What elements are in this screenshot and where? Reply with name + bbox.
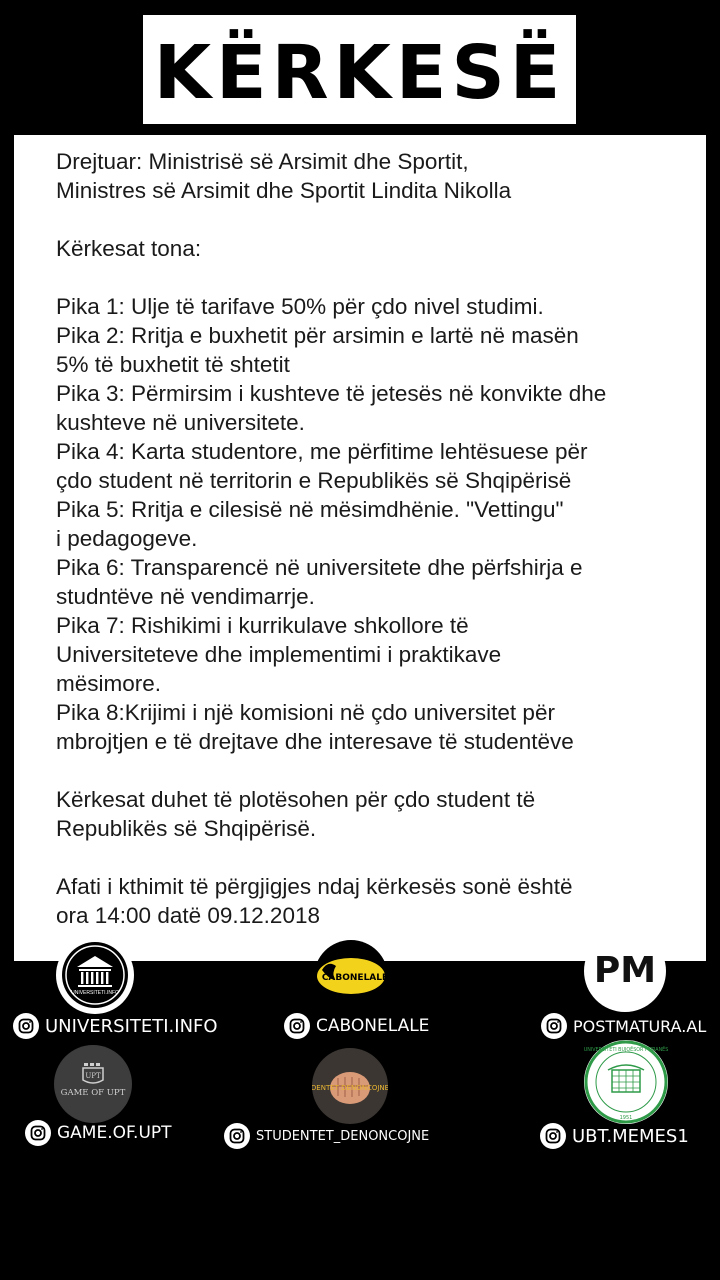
ubt-logo <box>584 1040 668 1124</box>
closing-line: Republikës së Shqipërisë. <box>56 816 317 841</box>
handle-label: GAME.OF.UPT <box>57 1123 172 1143</box>
handle-label: POSTMATURA.AL <box>573 1016 707 1036</box>
point-6-line: Pika 6: Transparencë në universitete dhe përfshirja e <box>56 555 583 580</box>
game-of-upt-logo-text: GAME OF UPT <box>60 1088 126 1098</box>
handle-label: UBT.MEMES1 <box>572 1125 689 1147</box>
handle-label: UNIVERSITETI.INFO <box>45 1015 218 1037</box>
point-4-line: çdo student në territorin e Republikës së Shqipërisë <box>56 468 572 493</box>
intro-line: Kërkesat tona: <box>56 236 202 261</box>
game-of-upt-shield-text: UPT <box>85 1072 101 1080</box>
letter-body <box>14 135 706 961</box>
handle-studentet-denoncojne[interactable] <box>224 1123 429 1149</box>
universiteti-logo-text: UNIVERSITETI.INFO <box>71 990 119 996</box>
instagram-icon <box>540 1123 566 1149</box>
postmatura-logo <box>584 930 666 1012</box>
point-3-line: kushteve në universitete. <box>56 410 305 435</box>
deadline-line: Afati i kthimit të përgjigjes ndaj kërkesës sonë është <box>56 874 573 899</box>
cabonelale-logo-text: CABONELALE <box>321 973 388 983</box>
point-2-line: 5% të buxhetit të shtetit <box>56 352 290 377</box>
point-7-line: Pika 7: Rishikimi i kurrikulave shkollore të <box>56 613 469 638</box>
title-banner <box>143 15 576 124</box>
game-of-upt-logo <box>54 1045 132 1123</box>
handle-ubt-memes[interactable] <box>540 1123 689 1149</box>
handle-game-of-upt[interactable] <box>25 1120 172 1146</box>
universiteti-info-logo <box>56 936 134 1014</box>
instagram-icon <box>224 1123 250 1149</box>
studentet-denoncojne-logo <box>312 1048 388 1124</box>
handle-cabonelale[interactable] <box>284 1013 429 1039</box>
cabonelale-logo <box>314 940 388 1014</box>
point-7-line: Universiteteve dhe implementimi i praktikave <box>56 642 502 667</box>
instagram-icon <box>13 1013 39 1039</box>
point-8-line: Pika 8:Krijimi i një komisioni në çdo universitet për <box>56 700 555 725</box>
handle-label: CABONELALE <box>316 1016 430 1036</box>
ubt-logo-text: UNIVERSITETI BUJQËSOR I TIRANËS <box>584 1048 668 1053</box>
instagram-icon <box>541 1013 567 1039</box>
instagram-icon <box>25 1120 51 1146</box>
point-7-line: mësimore. <box>56 671 162 696</box>
ubt-logo-year: 1951 <box>619 1115 633 1121</box>
point-8-line: mbrojtjen e të drejtave dhe interesave të studentëve <box>56 729 574 754</box>
handle-postmatura[interactable] <box>541 1013 706 1039</box>
handle-universiteti-info[interactable] <box>13 1013 218 1039</box>
point-3-line: Pika 3: Përmirsim i kushteve të jetesës në konvikte dhe <box>56 381 607 406</box>
page-title: KËRKESË <box>153 29 566 116</box>
point-2-line: Pika 2: Rritja e buxhetit për arsimin e lartë në masën <box>56 323 579 348</box>
point-5-line: i pedagogeve. <box>56 526 198 551</box>
closing-line: Kërkesat duhet të plotësohen për çdo student të <box>56 787 536 812</box>
handle-label: STUDENTET_DENONCOJNE <box>256 1128 430 1144</box>
postmatura-logo-text: PM <box>593 950 657 991</box>
instagram-icon <box>284 1013 310 1039</box>
point-4-line: Pika 4: Karta studentore, me përfitime lehtësuese për <box>56 439 588 464</box>
address-line: Drejtuar: Ministrisë së Arsimit dhe Sportit, <box>56 149 469 174</box>
point-1-line: Pika 1: Ulje të tarifave 50% për çdo nivel studimi. <box>56 294 544 319</box>
deadline-line: ora 14:00 datë 09.12.2018 <box>56 903 320 928</box>
point-5-line: Pika 5: Rritja e cilesisë në mësimdhënie. "Vettingu" <box>56 497 564 522</box>
address-line: Ministres së Arsimit dhe Sportit Lindita Nikolla <box>56 178 512 203</box>
point-6-line: studntëve në vendimarrje. <box>56 584 315 609</box>
studentet-logo-text: DENTET DENONCOJNE <box>312 1084 388 1092</box>
letter-text <box>56 147 696 930</box>
